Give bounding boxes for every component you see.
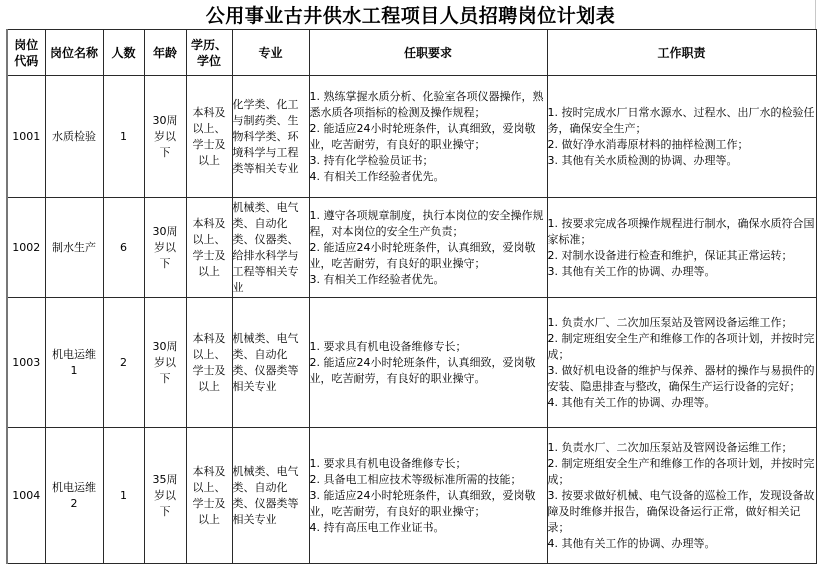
- cell-age: [144, 76, 186, 198]
- age-text: 30周岁以下: [152, 339, 178, 385]
- requirement-item: 4. 有相关工作经验者优先。: [309, 169, 445, 183]
- table-row: [7, 428, 816, 564]
- cell-name: [45, 298, 103, 428]
- cell-duties: [547, 428, 816, 564]
- header-education: 学历、学位: [186, 30, 232, 76]
- cell-name: [45, 428, 103, 564]
- duty-item: 2. 制定班组安全生产和维修工作的各项计划，并按时完成；: [547, 456, 815, 486]
- cell-count: 2: [103, 298, 144, 428]
- header-row: [7, 30, 816, 76]
- education-text: 本科及以上、学士及以上: [192, 216, 226, 278]
- duty-item: 4. 其他有关工作的协调、办理等。: [547, 536, 716, 550]
- header-code: 岗位代码: [7, 30, 45, 76]
- education-text: 本科及以上、学士及以上: [192, 464, 226, 526]
- requirement-item: 1. 要求具有机电设备维修专长；: [309, 339, 467, 353]
- header-age: 年龄: [144, 30, 186, 76]
- requirement-item: 2. 能适应24小时轮班条件，认真细致，爱岗敬业，吃苦耐劳，有良好的职业操守；: [309, 121, 536, 151]
- cell-age: [144, 428, 186, 564]
- cell-code: 1001: [7, 76, 45, 198]
- cell-education: [186, 76, 232, 198]
- cell-education: [186, 428, 232, 564]
- duty-item: 3. 其他有关工作的协调、办理等。: [547, 264, 716, 278]
- requirement-item: 1. 遵守各项规章制度，执行本岗位的安全操作规程，对本岗位的安全生产负责；: [309, 208, 544, 238]
- cell-education: [186, 198, 232, 298]
- cell-duties: [547, 198, 816, 298]
- name-text: 机电运维2: [52, 480, 96, 510]
- age-text: 30周岁以下: [152, 224, 178, 270]
- duty-item: 2. 对制水设备进行检查和维护，保证其正常运转；: [547, 248, 793, 262]
- cell-code: 1004: [7, 428, 45, 564]
- requirement-item: 3. 有相关工作经验者优先。: [309, 272, 445, 286]
- cell-count: 1: [103, 76, 144, 198]
- requirement-item: 3. 持有化学检验员证书；: [309, 153, 434, 167]
- page-title: 公用事业古井供水工程项目人员招聘岗位计划表: [6, 0, 816, 29]
- cell-count: 6: [103, 198, 144, 298]
- requirement-item: 2. 能适应24小时轮班条件，认真细致，爱岗敬业，吃苦耐劳，有良好的职业操守。: [309, 355, 536, 385]
- requirement-item: 2. 具备电工相应技术等级标准所需的技能；: [309, 472, 522, 486]
- duty-item: 3. 其他有关水质检测的协调、办理等。: [547, 153, 738, 167]
- recruitment-plan-table: [6, 29, 817, 564]
- cell-name: 水质检验: [45, 76, 103, 198]
- cell-duties: [547, 298, 816, 428]
- duty-item: 3. 按要求做好机械、电气设备的巡检工作，发现设备故障及时维修并报告，确保设备运行正常，做好相关记录；: [547, 488, 815, 534]
- cell-code: 1002: [7, 198, 45, 298]
- age-text: 30周岁以下: [152, 113, 178, 159]
- cell-major: 化学类、化工与制药类、生物科学类、环境科学与工程类等相关专业: [232, 76, 309, 198]
- age-text: 35周岁以下: [152, 472, 178, 518]
- table-row: [7, 298, 816, 428]
- cell-code: 1003: [7, 298, 45, 428]
- duty-item: 1. 负责水厂、二次加压泵站及管网设备运维工作；: [547, 315, 793, 329]
- cell-major: 机械类、电气类、自动化类、仪器类等相关专业: [232, 428, 309, 564]
- cell-education: [186, 298, 232, 428]
- duty-item: 1. 按时完成水厂日常水源水、过程水、出厂水的检验任务，确保安全生产；: [547, 105, 815, 135]
- cell-requirements: [309, 298, 547, 428]
- header-major: 专业: [232, 30, 309, 76]
- duty-item: 4. 其他有关工作的协调、办理等。: [547, 395, 716, 409]
- duty-item: 2. 制定班组安全生产和维修工作的各项计划，并按时完成；: [547, 331, 815, 361]
- cell-age: [144, 298, 186, 428]
- requirement-item: 4. 持有高压电工作业证书。: [309, 520, 445, 534]
- cell-age: [144, 198, 186, 298]
- table-row: [7, 76, 816, 198]
- table-row: [7, 198, 816, 298]
- cell-name: 制水生产: [45, 198, 103, 298]
- header-duties: 工作职责: [547, 30, 816, 76]
- header-name: 岗位名称: [45, 30, 103, 76]
- duty-item: 1. 按要求完成各项操作规程进行制水，确保水质符合国家标准；: [547, 216, 815, 246]
- requirement-item: 1. 熟练掌握水质分析、化验室各项仪器操作，熟悉水质各项指标的检测及操作规程；: [309, 89, 544, 119]
- cell-count: 1: [103, 428, 144, 564]
- header-requirements: 任职要求: [309, 30, 547, 76]
- cell-major: 机械类、电气类、自动化类、仪器类、给排水科学与工程等相关专业: [232, 198, 309, 298]
- cell-requirements: [309, 76, 547, 198]
- education-text: 本科及以上、学士及以上: [192, 105, 226, 167]
- duty-item: 3. 做好机电设备的维护与保养、器材的操作与易损件的安装、隐患排查与整改，确保生产运行设备的完好；: [547, 363, 815, 393]
- duty-item: 2. 做好净水消毒原材料的抽样检测工作；: [547, 137, 749, 151]
- requirement-item: 2. 能适应24小时轮班条件，认真细致，爱岗敬业，吃苦耐劳，有良好的职业操守；: [309, 240, 536, 270]
- name-text: 机电运维1: [52, 347, 96, 377]
- cell-requirements: [309, 428, 547, 564]
- requirement-item: 3. 能适应24小时轮班条件，认真细致，爱岗敬业，吃苦耐劳，有良好的职业操守；: [309, 488, 536, 518]
- education-text: 本科及以上、学士及以上: [192, 331, 226, 393]
- duty-item: 1. 负责水厂、二次加压泵站及管网设备运维工作；: [547, 440, 793, 454]
- requirement-item: 1. 要求具有机电设备维修专长；: [309, 456, 467, 470]
- cell-major: 机械类、电气类、自动化类、仪器类等相关专业: [232, 298, 309, 428]
- cell-requirements: [309, 198, 547, 298]
- header-count: 人数: [103, 30, 144, 76]
- cell-duties: [547, 76, 816, 198]
